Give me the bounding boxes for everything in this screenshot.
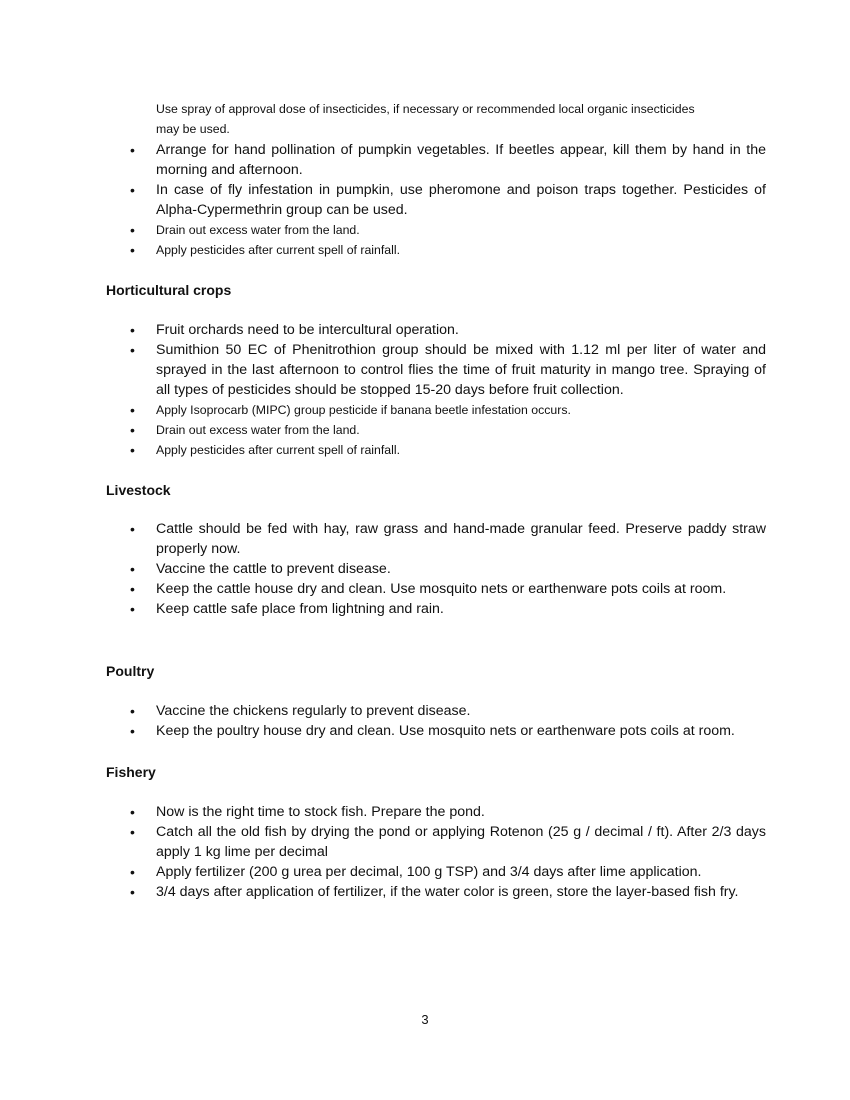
bullet-icon: • <box>130 442 135 458</box>
page-number: 3 <box>421 1012 429 1027</box>
bullet-icon: • <box>130 142 135 158</box>
list-item: • Sumithion 50 EC of Phenitrothion group should be mixed with 1.12 ml per liter of water and sprayed in the last afternoon to control flies the time of fruit maturity in mango tree. Spraying of all types of pesticides should be stopped 15-20 days before fruit collection. <box>130 342 766 398</box>
list-item: • Fruit orchards need to be intercultural operation. <box>130 322 459 338</box>
section-heading: Horticultural crops <box>106 282 232 298</box>
livestock-list-wrap <box>106 519 766 619</box>
fishery-section <box>106 762 766 782</box>
poultry-section <box>106 661 766 681</box>
list-item: • Keep cattle safe place from lightning and rain. <box>130 601 444 617</box>
continuation-paragraph: Use spray of approval dose of insecticides, if necessary or recommended local organic insecticides may be used. <box>156 102 695 136</box>
horticultural-list <box>106 320 766 460</box>
bullet-icon: • <box>130 182 135 198</box>
bullet-icon: • <box>130 824 135 840</box>
list-item: • Apply fertilizer (200 g urea per decimal, 100 g TSP) and 3/4 days after lime application. <box>130 864 702 880</box>
bullet-icon: • <box>130 222 135 238</box>
section-heading: Poultry <box>106 663 155 679</box>
bullet-icon: • <box>130 601 135 617</box>
livestock-list <box>106 519 766 619</box>
list-item: • Now is the right time to stock fish. Prepare the pond. <box>130 804 485 820</box>
bullet-icon: • <box>130 864 135 880</box>
poultry-list <box>106 701 766 741</box>
list-item: • Drain out excess water from the land. <box>130 222 360 238</box>
list-item: • Apply pesticides after current spell of rainfall. <box>130 442 401 458</box>
bullet-icon: • <box>130 521 135 537</box>
poultry-list-wrap <box>106 701 766 741</box>
bullet-icon: • <box>130 422 135 438</box>
list-item: • Arrange for hand pollination of pumpkin vegetables. If beetles appear, kill them by hand in the morning and afternoon. <box>130 142 766 178</box>
bullet-icon: • <box>130 804 135 820</box>
intro-bullet-section <box>106 140 766 260</box>
bullet-icon: • <box>130 242 135 258</box>
horticultural-list-wrap <box>106 320 766 460</box>
list-item: • Catch all the old fish by drying the pond or applying Rotenon (25 g / decimal / ft). After 2/3 days apply 1 kg lime per decimal <box>130 824 766 860</box>
list-item: • Apply Isoprocarb (MIPC) group pesticide if banana beetle infestation occurs. <box>130 402 571 418</box>
list-item: • Vaccine the cattle to prevent disease. <box>130 561 391 577</box>
bullet-icon: • <box>130 581 135 597</box>
list-item: • Keep the poultry house dry and clean. Use mosquito nets or earthenware pots coils at room. <box>130 723 735 739</box>
list-item: • Keep the cattle house dry and clean. Use mosquito nets or earthenware pots coils at room. <box>130 581 727 597</box>
list-item: • In case of fly infestation in pumpkin, use pheromone and poison traps together. Pesticides of Alpha-Cypermethrin group can be used. <box>130 182 766 218</box>
livestock-section <box>106 480 766 500</box>
list-item: • 3/4 days after application of fertilizer, if the water color is green, store the layer-based fish fry. <box>130 884 739 900</box>
bullet-icon: • <box>130 703 135 719</box>
bullet-icon: • <box>130 402 135 418</box>
horticultural-section <box>106 280 766 300</box>
list-item: • Vaccine the chickens regularly to prevent disease. <box>130 703 471 719</box>
bullet-icon: • <box>130 723 135 739</box>
bullet-icon: • <box>130 322 135 338</box>
bullet-icon: • <box>130 561 135 577</box>
section-heading: Fishery <box>106 764 156 780</box>
bullet-icon: • <box>130 884 135 900</box>
bullet-icon: • <box>130 342 135 358</box>
fishery-list-wrap <box>106 802 766 902</box>
intro-bullet-list <box>106 140 766 260</box>
list-item: • Cattle should be fed with hay, raw grass and hand-made granular feed. Preserve paddy straw properly now. <box>130 521 766 557</box>
fishery-list <box>106 802 766 902</box>
list-item: • Drain out excess water from the land. <box>130 422 360 438</box>
list-item: • Apply pesticides after current spell of rainfall. <box>130 242 401 258</box>
section-heading: Livestock <box>106 482 171 498</box>
